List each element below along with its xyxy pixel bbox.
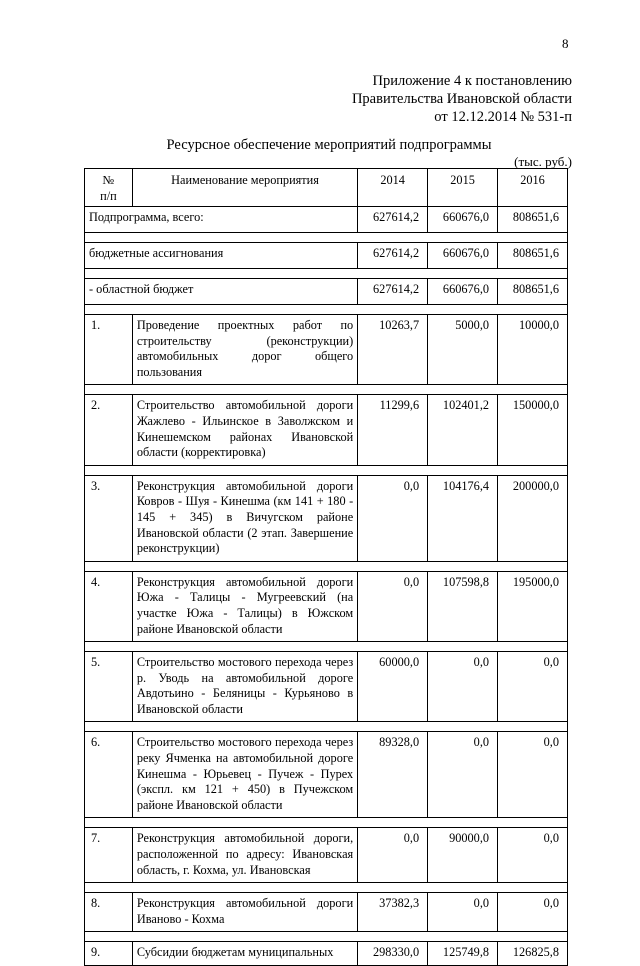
row-number: 7. bbox=[85, 828, 133, 883]
value-2016: 808651,6 bbox=[498, 279, 568, 305]
value-2015: 0,0 bbox=[428, 652, 498, 722]
value-2014: 89328,0 bbox=[358, 732, 428, 818]
activity-name: Реконструкция автомобильной дороги Ковров - Шуя - Кинешма (км 141 + 180 - 145 + 345) в Вичугском районе Ивановской области (2 этап. Завершение реконструкции) bbox=[132, 475, 357, 561]
table-row bbox=[85, 732, 568, 818]
value-2015: 0,0 bbox=[428, 893, 498, 932]
header-2014: 2014 bbox=[358, 169, 428, 207]
table-row bbox=[85, 828, 568, 883]
row-gap-cell bbox=[85, 722, 568, 732]
value-2016: 126825,8 bbox=[498, 942, 568, 966]
table-row bbox=[85, 571, 568, 641]
value-2016: 10000,0 bbox=[498, 315, 568, 385]
row-gap bbox=[85, 465, 568, 475]
summary-label: Подпрограмма, всего: bbox=[85, 207, 358, 233]
activity-name: Строительство мостового перехода через реку Ячменка на автомобильной дороге Кинешма - Юрьевец - Пучеж - Пурех (экспл. км 121 + 450) в Пучежском районе Ивановской области bbox=[132, 732, 357, 818]
value-2015: 660676,0 bbox=[428, 207, 498, 233]
table-row bbox=[85, 315, 568, 385]
value-2014: 10263,7 bbox=[358, 315, 428, 385]
row-gap-cell bbox=[85, 561, 568, 571]
header-name: Наименование мероприятия bbox=[132, 169, 357, 207]
row-number: 4. bbox=[85, 571, 133, 641]
row-gap-cell bbox=[85, 305, 568, 315]
table-row bbox=[85, 942, 568, 966]
page-number: 8 bbox=[562, 36, 569, 51]
value-2015: 5000,0 bbox=[428, 315, 498, 385]
value-2015: 660676,0 bbox=[428, 243, 498, 269]
row-gap bbox=[85, 818, 568, 828]
row-number: 2. bbox=[85, 395, 133, 465]
appendix-header bbox=[352, 72, 572, 126]
appendix-line-1: Приложение 4 к постановлению bbox=[372, 73, 572, 89]
row-gap bbox=[85, 305, 568, 315]
header-number-line-1: № bbox=[102, 173, 115, 187]
value-2014: 0,0 bbox=[358, 828, 428, 883]
summary-row bbox=[85, 243, 568, 269]
row-gap-cell bbox=[85, 883, 568, 893]
activity-name: Реконструкция автомобильной дороги, расположенной по адресу: Ивановская область, г. Кохма, ул. Ивановская bbox=[132, 828, 357, 883]
table-row bbox=[85, 893, 568, 932]
row-number: 6. bbox=[85, 732, 133, 818]
value-2015: 102401,2 bbox=[428, 395, 498, 465]
summary-label: бюджетные ассигнования bbox=[85, 243, 358, 269]
value-2014: 11299,6 bbox=[358, 395, 428, 465]
row-number: 8. bbox=[85, 893, 133, 932]
value-2016: 195000,0 bbox=[498, 571, 568, 641]
row-gap-cell bbox=[85, 465, 568, 475]
value-2016: 0,0 bbox=[498, 652, 568, 722]
value-2014: 627614,2 bbox=[358, 243, 428, 269]
value-2014: 0,0 bbox=[358, 475, 428, 561]
appendix-line-3: от 12.12.2014 № 531-п bbox=[434, 109, 572, 125]
activity-name: Строительство автомобильной дороги Жажлево - Ильинское в Заволжском и Кинешемском районах Ивановской области (корректировка) bbox=[132, 395, 357, 465]
activity-name: Проведение проектных работ по строительству (реконструкции) автомобильных дорог общего пользования bbox=[132, 315, 357, 385]
table-row bbox=[85, 475, 568, 561]
value-2016: 0,0 bbox=[498, 828, 568, 883]
value-2016: 808651,6 bbox=[498, 243, 568, 269]
activity-name: Реконструкция автомобильной дороги Иваново - Кохма bbox=[132, 893, 357, 932]
value-2015: 107598,8 bbox=[428, 571, 498, 641]
row-gap-cell bbox=[85, 269, 568, 279]
value-2015: 660676,0 bbox=[428, 279, 498, 305]
row-gap bbox=[85, 722, 568, 732]
resource-table bbox=[84, 168, 568, 966]
row-gap bbox=[85, 642, 568, 652]
activity-name: Субсидии бюджетам муниципальных bbox=[132, 942, 357, 966]
row-gap-cell bbox=[85, 932, 568, 942]
value-2015: 0,0 bbox=[428, 732, 498, 818]
activity-name: Строительство мостового перехода через р. Уводь на автомобильной дороге Авдотьино - Беляницы - Курьяново в Ивановской области bbox=[132, 652, 357, 722]
table-header-row bbox=[85, 169, 568, 207]
value-2014: 298330,0 bbox=[358, 942, 428, 966]
row-gap bbox=[85, 932, 568, 942]
header-2016: 2016 bbox=[498, 169, 568, 207]
header-2015: 2015 bbox=[428, 169, 498, 207]
table-row bbox=[85, 395, 568, 465]
value-2016: 200000,0 bbox=[498, 475, 568, 561]
value-2015: 125749,8 bbox=[428, 942, 498, 966]
units-label: (тыс. руб.) bbox=[514, 154, 572, 169]
value-2014: 0,0 bbox=[358, 571, 428, 641]
row-gap bbox=[85, 233, 568, 243]
row-gap-cell bbox=[85, 818, 568, 828]
row-number: 5. bbox=[85, 652, 133, 722]
value-2015: 104176,4 bbox=[428, 475, 498, 561]
summary-row bbox=[85, 207, 568, 233]
document-title: Ресурсное обеспечение мероприятий подпрограммы bbox=[166, 137, 492, 153]
appendix-line-2: Правительства Ивановской области bbox=[351, 91, 572, 107]
row-gap bbox=[85, 269, 568, 279]
row-number: 1. bbox=[85, 315, 133, 385]
header-number bbox=[85, 169, 133, 207]
row-gap bbox=[85, 561, 568, 571]
value-2016: 0,0 bbox=[498, 732, 568, 818]
table-row bbox=[85, 652, 568, 722]
value-2016: 808651,6 bbox=[498, 207, 568, 233]
activity-name: Реконструкция автомобильной дороги Южа - Талицы - Мугреевский (на участке Южа - Талицы) в Южском районе Ивановской области bbox=[132, 571, 357, 641]
value-2014: 627614,2 bbox=[358, 279, 428, 305]
header-number-line-2: п/п bbox=[100, 188, 117, 203]
row-gap bbox=[85, 883, 568, 893]
value-2014: 37382,3 bbox=[358, 893, 428, 932]
summary-row bbox=[85, 279, 568, 305]
value-2016: 150000,0 bbox=[498, 395, 568, 465]
row-gap-cell bbox=[85, 385, 568, 395]
row-gap-cell bbox=[85, 642, 568, 652]
row-number: 9. bbox=[85, 942, 133, 966]
row-number: 3. bbox=[85, 475, 133, 561]
value-2016: 0,0 bbox=[498, 893, 568, 932]
value-2014: 627614,2 bbox=[358, 207, 428, 233]
row-gap bbox=[85, 385, 568, 395]
row-gap-cell bbox=[85, 233, 568, 243]
summary-label: - областной бюджет bbox=[85, 279, 358, 305]
value-2014: 60000,0 bbox=[358, 652, 428, 722]
value-2015: 90000,0 bbox=[428, 828, 498, 883]
